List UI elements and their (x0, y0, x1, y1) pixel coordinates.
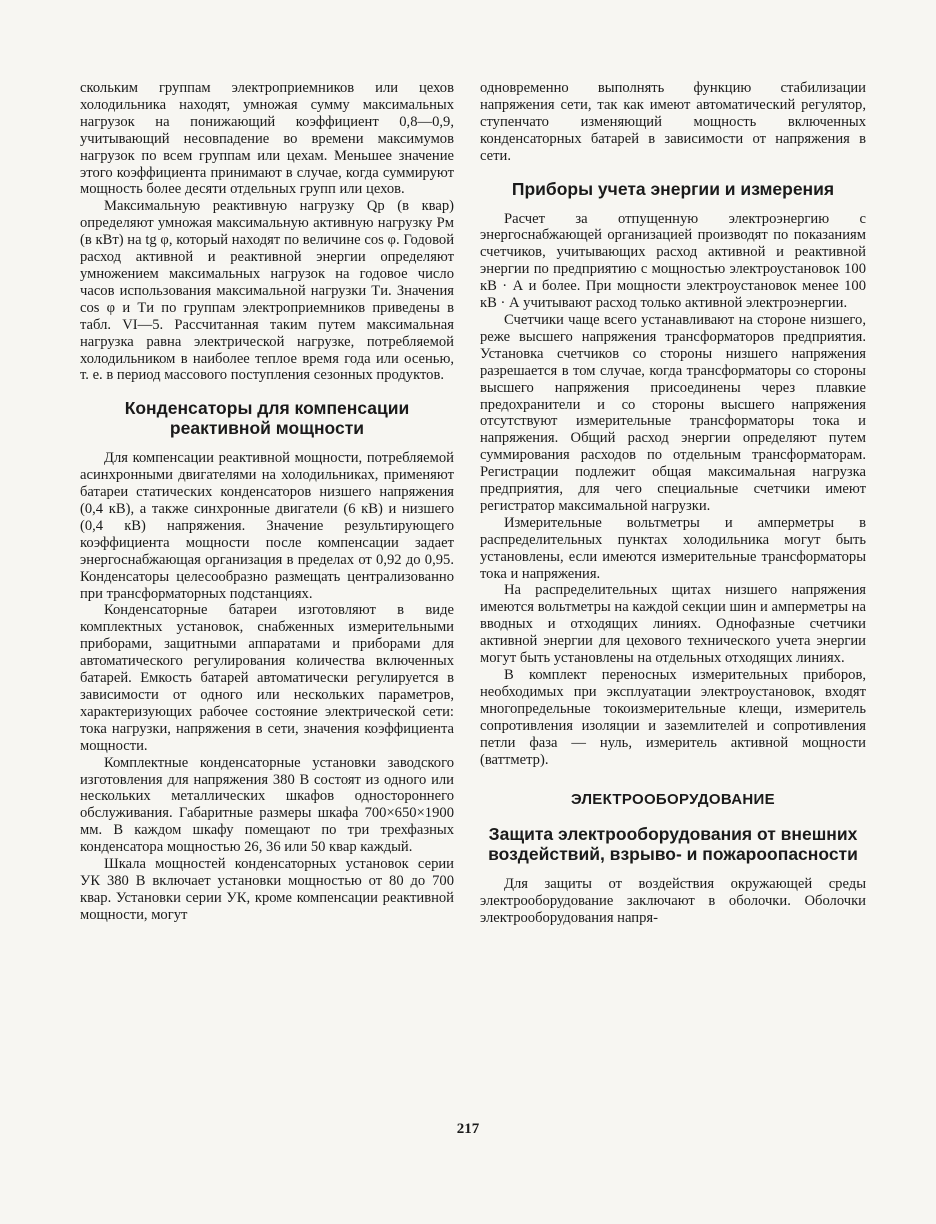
paragraph: Для защиты от воздействия окружающей среды электрооборудование заключают в оболочки. Оболочки электрооборудования напря- (480, 876, 866, 927)
paragraph: Конденсаторные батареи изготовляют в виде комплектных установок, снабженных измерительными приборами, защитными аппаратами и приборами для автоматического регулирования количества включенных батарей. Емкость батарей автоматически регулируется в зависимости от одного или нескольких параметров, характеризующих рабочее состояние электрической сети: тока нагрузки, напряжения в сети, значения коэффициента мощности. (80, 602, 454, 754)
paragraph: одновременно выполнять функцию стабилизации напряжения сети, так как имеют автоматический регулятор, ступенчато изменяющий мощность включенных конденсаторных батарей в зависимости от напряжения в сети. (480, 80, 866, 164)
paragraph: На распределительных щитах низшего напряжения имеются вольтметры на каждой секции шин и амперметры на вводных и отходящих линиях. Однофазные счетчики активной энергии для цехового технического учета энергии могут быть установлены на отдельных отходящих линиях. (480, 582, 866, 667)
paragraph: Шкала мощностей конденсаторных установок серии УК 380 В включает установки мощностью от 80 до 700 квар. Установки серии УК, кроме компенсации реактивной мощности, могут (80, 856, 454, 923)
paragraph: скольким группам электроприемников или цехов холодильника находят, умножая сумму максимальных нагрузок на понижающий коэффициент 0,8—0,9, учитывающий несовпадение во времени максимумов нагрузок по всем группам или цехам. Меньшее значение этого коэффициента принимают в случае, когда суммируют мощность более десяти отдельных групп или цехов. (80, 80, 454, 198)
section-heading: Конденсаторы для компенсации реактивной мощности (124, 398, 410, 439)
section-heading: Защита электрооборудования от внешних воздействий, взрыво- и пожароопасности (488, 824, 858, 865)
page-number: 217 (456, 1121, 480, 1137)
paragraph: Расчет за отпущенную электроэнергию с энергоснабжающей организацией производят по показаниям счетчиков, учитывающих расход активной и реактивной энергии по предприятию с мощностью электроустановок 100 кВ · А и более. При мощности электроустановок менее 100 кВ · А учитывают расход только активной электроэнергии. (480, 210, 866, 312)
paragraph: Максимальную реактивную нагрузку Qр (в квар) определяют умножая максимальную активную нагрузку Pм (в кВт) на tg φ, который находят по величине cos φ. Годовой расход активной и реактивной энергии определяют умножением максимальных нагрузок на годовое число часов использования максимальной нагрузки Tи. Значения cos φ и Tи по группам электроприемников приведены в табл. VI—5. Рассчитанная таким путем максимальная нагрузка равна электрической нагрузке, потребляемой холодильником в наиболее теплое время года или осенью, т. е. в период массового поступления сезонных продуктов. (80, 198, 454, 384)
right-column (480, 80, 866, 927)
left-column (80, 80, 454, 924)
paragraph: Комплектные конденсаторные установки заводского изготовления для напряжения 380 В состоят из одного или нескольких металлических шкафов одностороннего обслуживания. Габаритные размеры шкафа 700×650×1900 мм. В каждом шкафу помещают по три трехфазных конденсатора мощностью 26, 36 или 50 квар каждый. (80, 754, 454, 856)
chapter-title: ЭЛЕКТРООБОРУДОВАНИЕ (571, 791, 775, 809)
paragraph: В комплект переносных измерительных приборов, необходимых при эксплуатации электроустановок, входят многопредельные токоизмерительные клещи, измеритель сопротивления изоляции и заземлителей и сопротивления петли фаза — нуль, измеритель активной мощности (ваттметр). (480, 667, 866, 768)
paragraph: Измерительные вольтметры и амперметры в распределительных пунктах холодильника могут быть установлены, если имеются измерительные трансформаторы тока и напряжения. (480, 514, 866, 582)
paragraph: Для компенсации реактивной мощности, потребляемой асинхронными двигателями на холодильниках, применяют батареи статических конденсаторов низшего напряжения (0,4 кВ), а также синхронные двигатели (6 кВ) и низшего (0,4 кВ) напряжения. Значение результирующего коэффициента мощности после компенсации задает энергоснабжающая организация в пределах от 0,92 до 0,95. Конденсаторы целесообразно размещать централизованно при трансформаторных подстанциях. (80, 450, 454, 602)
section-heading: Приборы учета энергии и измерения (511, 178, 835, 199)
paragraph: Счетчики чаще всего устанавливают на стороне низшего, реже высшего напряжения трансформаторов предприятия. Установка счетчиков со стороны низшего напряжения разрешается в том случае, когда трансформаторы со стороны высшего напряжения присоединены через плавкие предохранители и со стороны высшего напряжения отсутствуют измерительные трансформаторы тока и напряжения. Общий расход энергии определяют путем суммирования расходов по отдельным трансформаторам. Регистрации подлежит общая максимальная нагрузка предприятия, для чего специальные счетчики имеют регистратор максимальной нагрузки. (480, 311, 866, 514)
